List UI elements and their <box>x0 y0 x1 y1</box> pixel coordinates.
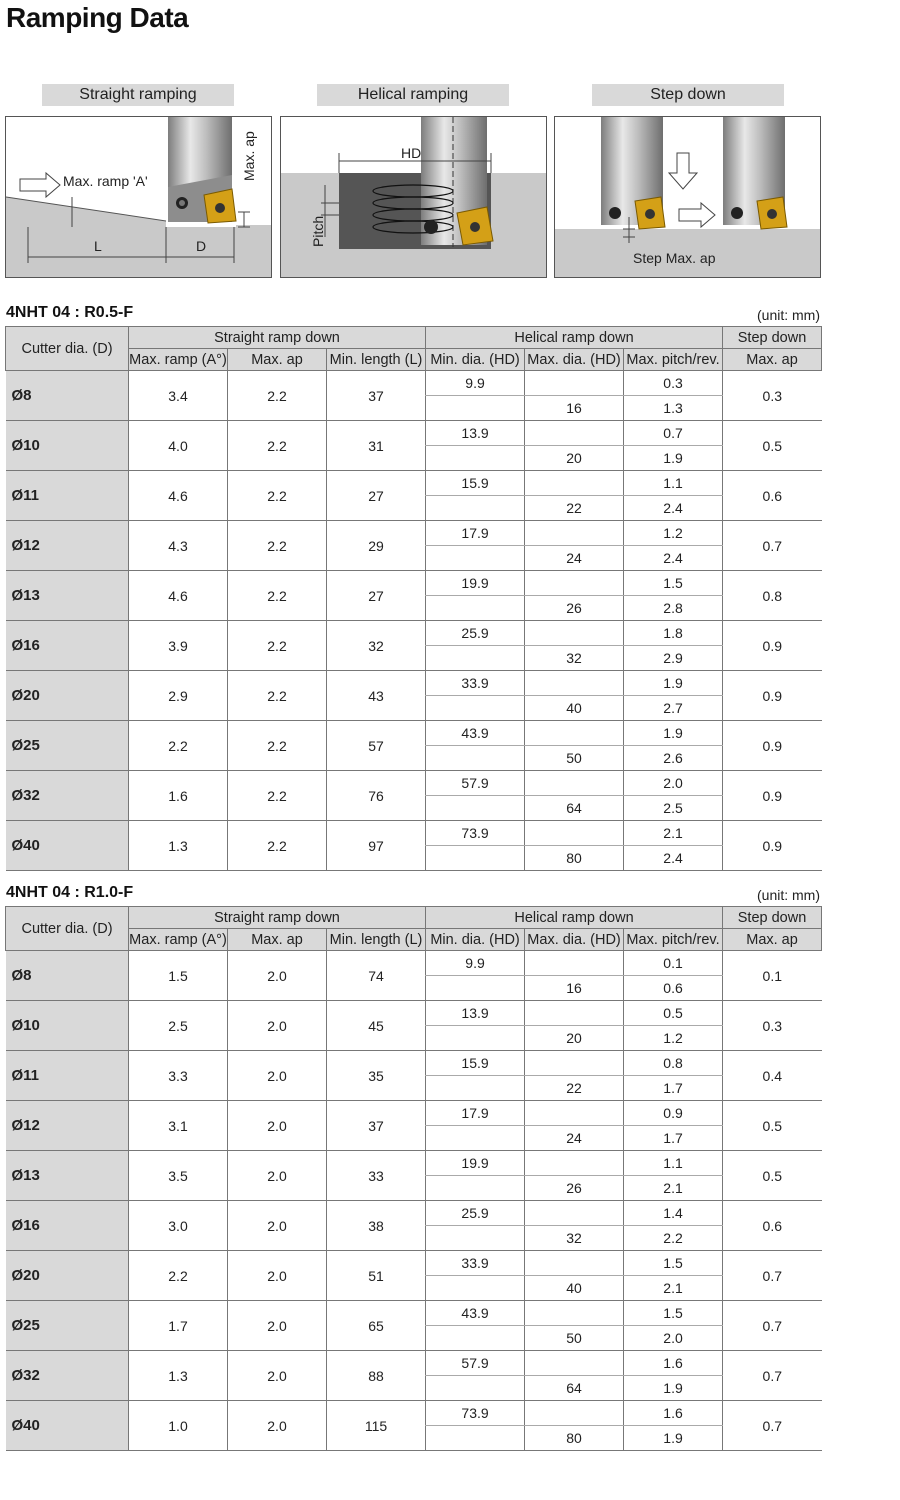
table-row <box>6 1401 822 1426</box>
max-dia-empty-cell <box>525 671 624 696</box>
cutter-dia-cell: Ø25 <box>6 1301 129 1351</box>
min-dia-empty-cell <box>426 1076 525 1101</box>
max-dia-cell: 40 <box>525 696 624 721</box>
page-title: Ramping Data <box>6 2 189 33</box>
max-dia-cell: 22 <box>525 1076 624 1101</box>
max-dia-cell: 16 <box>525 396 624 421</box>
max-dia-empty-cell <box>525 1351 624 1376</box>
header-max-ap: Max. ap <box>228 929 327 951</box>
min-dia-empty-cell <box>426 746 525 771</box>
max-dia-empty-cell <box>525 1051 624 1076</box>
max-dia-cell: 22 <box>525 496 624 521</box>
min-length-cell: 35 <box>327 1051 426 1101</box>
table-row <box>6 1301 822 1326</box>
pitch-min-cell: 1.9 <box>624 721 723 746</box>
max-ap-cell: 2.2 <box>228 821 327 871</box>
min-dia-cell: 17.9 <box>426 1101 525 1126</box>
min-dia-cell: 57.9 <box>426 1351 525 1376</box>
max-dia-cell: 26 <box>525 596 624 621</box>
min-dia-cell: 33.9 <box>426 671 525 696</box>
min-length-cell: 27 <box>327 471 426 521</box>
min-length-cell: 65 <box>327 1301 426 1351</box>
min-dia-cell: 19.9 <box>426 571 525 596</box>
max-ap-cell: 2.0 <box>228 1251 327 1301</box>
pitch-max-cell: 2.8 <box>624 596 723 621</box>
max-ramp-cell: 2.9 <box>129 671 228 721</box>
step-max-ap-cell: 0.3 <box>723 1001 822 1051</box>
max-dia-empty-cell <box>525 1401 624 1426</box>
max-ap-cell: 2.0 <box>228 1401 327 1451</box>
header-max-dia: Max. dia. (HD) <box>525 349 624 371</box>
max-ramp-cell: 3.1 <box>129 1101 228 1151</box>
max-ap-cell: 2.2 <box>228 671 327 721</box>
max-dia-cell: 80 <box>525 846 624 871</box>
header-min-dia: Min. dia. (HD) <box>426 929 525 951</box>
d-dimension-text: D <box>196 238 207 254</box>
max-dia-empty-cell <box>525 821 624 846</box>
cutter-dia-cell: Ø32 <box>6 771 129 821</box>
min-length-cell: 37 <box>327 371 426 421</box>
pitch-min-cell: 0.1 <box>624 951 723 976</box>
max-ap-cell: 2.2 <box>228 521 327 571</box>
min-dia-empty-cell <box>426 646 525 671</box>
table-row <box>6 1201 822 1226</box>
step-down-label: Step down <box>592 84 784 106</box>
max-dia-empty-cell <box>525 571 624 596</box>
pitch-min-cell: 1.1 <box>624 471 723 496</box>
min-dia-cell: 43.9 <box>426 1301 525 1326</box>
min-dia-empty-cell <box>426 846 525 871</box>
step-max-ap-cell: 0.5 <box>723 1151 822 1201</box>
max-ap-cell: 2.2 <box>228 371 327 421</box>
pitch-max-cell: 2.4 <box>624 546 723 571</box>
straight-ramping-label: Straight ramping <box>42 84 234 106</box>
max-ramp-cell: 3.0 <box>129 1201 228 1251</box>
l-dimension-text: L <box>94 238 102 254</box>
hd-text: HD <box>401 145 422 161</box>
table-row <box>6 1051 822 1076</box>
max-dia-empty-cell <box>525 951 624 976</box>
helical-ramping-label: Helical ramping <box>317 84 509 106</box>
pitch-max-cell: 2.1 <box>624 1276 723 1301</box>
table-row <box>6 951 822 976</box>
max-ramp-cell: 2.2 <box>129 721 228 771</box>
max-ap-cell: 2.0 <box>228 1351 327 1401</box>
max-dia-cell: 80 <box>525 1426 624 1451</box>
step-max-ap-cell: 0.9 <box>723 821 822 871</box>
min-dia-empty-cell <box>426 1276 525 1301</box>
pitch-max-cell: 1.9 <box>624 1426 723 1451</box>
ramping-table-r10 <box>5 906 822 1451</box>
max-dia-empty-cell <box>525 521 624 546</box>
pitch-max-cell: 1.2 <box>624 1026 723 1051</box>
max-dia-empty-cell <box>525 471 624 496</box>
step-max-ap-cell: 0.4 <box>723 1051 822 1101</box>
min-dia-cell: 15.9 <box>426 471 525 496</box>
cutter-dia-cell: Ø8 <box>6 371 129 421</box>
cutter-dia-cell: Ø12 <box>6 521 129 571</box>
max-ramp-cell: 1.6 <box>129 771 228 821</box>
max-dia-empty-cell <box>525 421 624 446</box>
cutter-dia-cell: Ø13 <box>6 1151 129 1201</box>
max-ramp-text: Max. ramp 'A' <box>63 173 148 189</box>
max-ramp-cell: 3.9 <box>129 621 228 671</box>
header-max-dia: Max. dia. (HD) <box>525 929 624 951</box>
header-step-max-ap: Max. ap <box>723 929 822 951</box>
pitch-max-cell: 2.2 <box>624 1226 723 1251</box>
max-ramp-cell: 1.3 <box>129 1351 228 1401</box>
min-dia-empty-cell <box>426 1226 525 1251</box>
pitch-max-cell: 2.1 <box>624 1176 723 1201</box>
table-1-title: 4NHT 04 : R0.5-F <box>6 304 134 321</box>
max-ap-cell: 2.2 <box>228 471 327 521</box>
table-row <box>6 621 822 646</box>
header-max-ramp: Max. ramp (A°) <box>129 349 228 371</box>
header-max-pitch: Max. pitch/rev. <box>624 929 723 951</box>
pitch-min-cell: 1.9 <box>624 671 723 696</box>
max-ap-cell: 2.0 <box>228 1151 327 1201</box>
table-row <box>6 721 822 746</box>
cutter-dia-cell: Ø20 <box>6 1251 129 1301</box>
table-row <box>6 571 822 596</box>
max-dia-cell: 20 <box>525 446 624 471</box>
min-length-cell: 76 <box>327 771 426 821</box>
pitch-min-cell: 1.6 <box>624 1401 723 1426</box>
min-length-cell: 29 <box>327 521 426 571</box>
max-ap-cell: 2.0 <box>228 1101 327 1151</box>
header-step-max-ap: Max. ap <box>723 349 822 371</box>
step-down-diagram <box>554 116 821 278</box>
table-row <box>6 421 822 446</box>
pitch-min-cell: 1.2 <box>624 521 723 546</box>
pitch-min-cell: 0.5 <box>624 1001 723 1026</box>
min-dia-empty-cell <box>426 446 525 471</box>
pitch-max-cell: 2.4 <box>624 846 723 871</box>
table-row <box>6 1101 822 1126</box>
header-straight: Straight ramp down <box>129 327 426 349</box>
table-1-unit: (unit: mm) <box>757 307 820 323</box>
max-dia-empty-cell <box>525 1101 624 1126</box>
pitch-min-cell: 1.4 <box>624 1201 723 1226</box>
cutter-dia-cell: Ø20 <box>6 671 129 721</box>
max-dia-cell: 24 <box>525 1126 624 1151</box>
min-dia-cell: 19.9 <box>426 1151 525 1176</box>
max-ap-text: Max. ap <box>241 131 257 181</box>
step-max-ap-cell: 0.7 <box>723 1301 822 1351</box>
max-ramp-cell: 2.2 <box>129 1251 228 1301</box>
max-ramp-cell: 3.3 <box>129 1051 228 1101</box>
step-max-ap-cell: 0.7 <box>723 1401 822 1451</box>
pitch-min-cell: 0.3 <box>624 371 723 396</box>
cutter-dia-cell: Ø40 <box>6 821 129 871</box>
cutter-dia-cell: Ø13 <box>6 571 129 621</box>
cutter-dia-cell: Ø40 <box>6 1401 129 1451</box>
table-row <box>6 371 822 396</box>
header-min-length: Min. length (L) <box>327 929 426 951</box>
step-max-ap-cell: 0.1 <box>723 951 822 1001</box>
max-dia-empty-cell <box>525 621 624 646</box>
pitch-min-cell: 1.5 <box>624 1251 723 1276</box>
step-max-ap-cell: 0.9 <box>723 771 822 821</box>
cutter-dia-cell: Ø16 <box>6 621 129 671</box>
cutter-dia-cell: Ø11 <box>6 1051 129 1101</box>
pitch-min-cell: 1.1 <box>624 1151 723 1176</box>
table-row <box>6 1151 822 1176</box>
cutter-dia-cell: Ø10 <box>6 421 129 471</box>
min-length-cell: 33 <box>327 1151 426 1201</box>
max-ramp-cell: 2.5 <box>129 1001 228 1051</box>
min-length-cell: 97 <box>327 821 426 871</box>
cutter-dia-cell: Ø8 <box>6 951 129 1001</box>
pitch-min-cell: 0.9 <box>624 1101 723 1126</box>
max-dia-cell: 24 <box>525 546 624 571</box>
header-straight: Straight ramp down <box>129 907 426 929</box>
step-max-ap-cell: 0.7 <box>723 521 822 571</box>
pitch-max-cell: 1.7 <box>624 1076 723 1101</box>
max-ap-cell: 2.0 <box>228 1001 327 1051</box>
cutter-dia-cell: Ø11 <box>6 471 129 521</box>
min-length-cell: 32 <box>327 621 426 671</box>
step-max-ap-cell: 0.6 <box>723 1201 822 1251</box>
header-max-ap: Max. ap <box>228 349 327 371</box>
header-step: Step down <box>723 327 822 349</box>
header-max-pitch: Max. pitch/rev. <box>624 349 723 371</box>
max-ap-cell: 2.2 <box>228 571 327 621</box>
step-max-ap-cell: 0.5 <box>723 421 822 471</box>
table-2-unit: (unit: mm) <box>757 887 820 903</box>
min-length-cell: 27 <box>327 571 426 621</box>
max-ramp-cell: 4.3 <box>129 521 228 571</box>
min-length-cell: 57 <box>327 721 426 771</box>
max-dia-cell: 64 <box>525 1376 624 1401</box>
max-ramp-cell: 1.7 <box>129 1301 228 1351</box>
max-ramp-cell: 3.5 <box>129 1151 228 1201</box>
table-row <box>6 1251 822 1276</box>
max-dia-empty-cell <box>525 371 624 396</box>
max-ramp-cell: 4.6 <box>129 471 228 521</box>
max-dia-cell: 50 <box>525 746 624 771</box>
min-dia-empty-cell <box>426 496 525 521</box>
min-dia-empty-cell <box>426 1426 525 1451</box>
max-dia-cell: 50 <box>525 1326 624 1351</box>
pitch-max-cell: 0.6 <box>624 976 723 1001</box>
min-dia-empty-cell <box>426 696 525 721</box>
max-ap-cell: 2.0 <box>228 1301 327 1351</box>
cutter-dia-cell: Ø32 <box>6 1351 129 1401</box>
pitch-min-cell: 2.1 <box>624 821 723 846</box>
header-helical: Helical ramp down <box>426 327 723 349</box>
table-row <box>6 471 822 496</box>
table-row <box>6 821 822 846</box>
min-dia-empty-cell <box>426 796 525 821</box>
step-max-ap-cell: 0.8 <box>723 571 822 621</box>
table-row <box>6 521 822 546</box>
max-ap-cell: 2.0 <box>228 1051 327 1101</box>
min-dia-empty-cell <box>426 1176 525 1201</box>
max-dia-empty-cell <box>525 1301 624 1326</box>
step-max-ap-cell: 0.9 <box>723 621 822 671</box>
ramping-table-r05 <box>5 326 822 871</box>
min-dia-cell: 25.9 <box>426 1201 525 1226</box>
table-2-title: 4NHT 04 : R1.0-F <box>6 884 134 901</box>
pitch-min-cell: 2.0 <box>624 771 723 796</box>
pitch-max-cell: 2.7 <box>624 696 723 721</box>
max-ramp-cell: 1.5 <box>129 951 228 1001</box>
min-length-cell: 43 <box>327 671 426 721</box>
header-min-dia: Min. dia. (HD) <box>426 349 525 371</box>
min-dia-cell: 73.9 <box>426 821 525 846</box>
pitch-max-cell: 1.9 <box>624 1376 723 1401</box>
max-dia-empty-cell <box>525 1001 624 1026</box>
max-dia-cell: 32 <box>525 1226 624 1251</box>
min-length-cell: 31 <box>327 421 426 471</box>
header-step: Step down <box>723 907 822 929</box>
max-ramp-cell: 4.0 <box>129 421 228 471</box>
pitch-max-cell: 2.4 <box>624 496 723 521</box>
max-ramp-cell: 1.0 <box>129 1401 228 1451</box>
max-dia-empty-cell <box>525 721 624 746</box>
table-row <box>6 771 822 796</box>
min-dia-empty-cell <box>426 1026 525 1051</box>
min-dia-cell: 43.9 <box>426 721 525 746</box>
min-dia-empty-cell <box>426 596 525 621</box>
step-max-ap-cell: 0.9 <box>723 721 822 771</box>
table-row <box>6 1351 822 1376</box>
min-dia-empty-cell <box>426 1126 525 1151</box>
max-dia-empty-cell <box>525 1251 624 1276</box>
step-max-ap-cell: 0.6 <box>723 471 822 521</box>
pitch-max-cell: 2.0 <box>624 1326 723 1351</box>
step-max-ap-cell: 0.7 <box>723 1251 822 1301</box>
step-max-ap-cell: 0.7 <box>723 1351 822 1401</box>
pitch-max-cell: 2.6 <box>624 746 723 771</box>
table-row <box>6 1001 822 1026</box>
max-dia-cell: 64 <box>525 796 624 821</box>
pitch-text: Pitch <box>310 215 326 247</box>
max-ramp-cell: 1.3 <box>129 821 228 871</box>
step-max-ap-cell: 0.3 <box>723 371 822 421</box>
min-length-cell: 74 <box>327 951 426 1001</box>
pitch-max-cell: 2.9 <box>624 646 723 671</box>
max-dia-empty-cell <box>525 1201 624 1226</box>
max-dia-cell: 16 <box>525 976 624 1001</box>
step-max-ap-cell: 0.5 <box>723 1101 822 1151</box>
pitch-min-cell: 1.6 <box>624 1351 723 1376</box>
straight-ramping-diagram <box>5 116 272 278</box>
min-length-cell: 115 <box>327 1401 426 1451</box>
pitch-min-cell: 0.7 <box>624 421 723 446</box>
max-dia-cell: 40 <box>525 1276 624 1301</box>
max-dia-cell: 26 <box>525 1176 624 1201</box>
max-dia-empty-cell <box>525 1151 624 1176</box>
min-dia-empty-cell <box>426 1326 525 1351</box>
table-row <box>6 671 822 696</box>
min-dia-cell: 17.9 <box>426 521 525 546</box>
min-dia-empty-cell <box>426 396 525 421</box>
min-dia-empty-cell <box>426 1376 525 1401</box>
max-dia-cell: 20 <box>525 1026 624 1051</box>
min-dia-cell: 15.9 <box>426 1051 525 1076</box>
max-ap-cell: 2.2 <box>228 421 327 471</box>
header-cutter: Cutter dia. (D) <box>6 907 129 951</box>
min-dia-empty-cell <box>426 546 525 571</box>
pitch-min-cell: 1.5 <box>624 571 723 596</box>
step-max-ap-cell: 0.9 <box>723 671 822 721</box>
header-max-ramp: Max. ramp (A°) <box>129 929 228 951</box>
header-cutter: Cutter dia. (D) <box>6 327 129 371</box>
pitch-max-cell: 1.7 <box>624 1126 723 1151</box>
max-ap-cell: 2.2 <box>228 771 327 821</box>
min-dia-cell: 73.9 <box>426 1401 525 1426</box>
min-dia-cell: 25.9 <box>426 621 525 646</box>
header-helical: Helical ramp down <box>426 907 723 929</box>
min-dia-cell: 13.9 <box>426 421 525 446</box>
pitch-max-cell: 1.9 <box>624 446 723 471</box>
cutter-dia-cell: Ø12 <box>6 1101 129 1151</box>
min-dia-cell: 9.9 <box>426 951 525 976</box>
pitch-max-cell: 2.5 <box>624 796 723 821</box>
cutter-dia-cell: Ø10 <box>6 1001 129 1051</box>
min-length-cell: 37 <box>327 1101 426 1151</box>
max-dia-empty-cell <box>525 771 624 796</box>
min-length-cell: 88 <box>327 1351 426 1401</box>
cutter-dia-cell: Ø16 <box>6 1201 129 1251</box>
max-ap-cell: 2.0 <box>228 1201 327 1251</box>
min-dia-cell: 9.9 <box>426 371 525 396</box>
max-ap-cell: 2.2 <box>228 621 327 671</box>
max-ap-cell: 2.2 <box>228 721 327 771</box>
min-length-cell: 38 <box>327 1201 426 1251</box>
header-min-length: Min. length (L) <box>327 349 426 371</box>
min-length-cell: 45 <box>327 1001 426 1051</box>
max-ap-cell: 2.0 <box>228 951 327 1001</box>
max-ramp-cell: 3.4 <box>129 371 228 421</box>
helical-ramping-diagram <box>280 116 547 278</box>
min-dia-cell: 57.9 <box>426 771 525 796</box>
max-dia-cell: 32 <box>525 646 624 671</box>
step-max-ap-text: Step Max. ap <box>633 250 716 266</box>
min-dia-cell: 33.9 <box>426 1251 525 1276</box>
min-length-cell: 51 <box>327 1251 426 1301</box>
pitch-min-cell: 0.8 <box>624 1051 723 1076</box>
max-ramp-cell: 4.6 <box>129 571 228 621</box>
pitch-max-cell: 1.3 <box>624 396 723 421</box>
min-dia-cell: 13.9 <box>426 1001 525 1026</box>
pitch-min-cell: 1.5 <box>624 1301 723 1326</box>
pitch-min-cell: 1.8 <box>624 621 723 646</box>
cutter-dia-cell: Ø25 <box>6 721 129 771</box>
min-dia-empty-cell <box>426 976 525 1001</box>
